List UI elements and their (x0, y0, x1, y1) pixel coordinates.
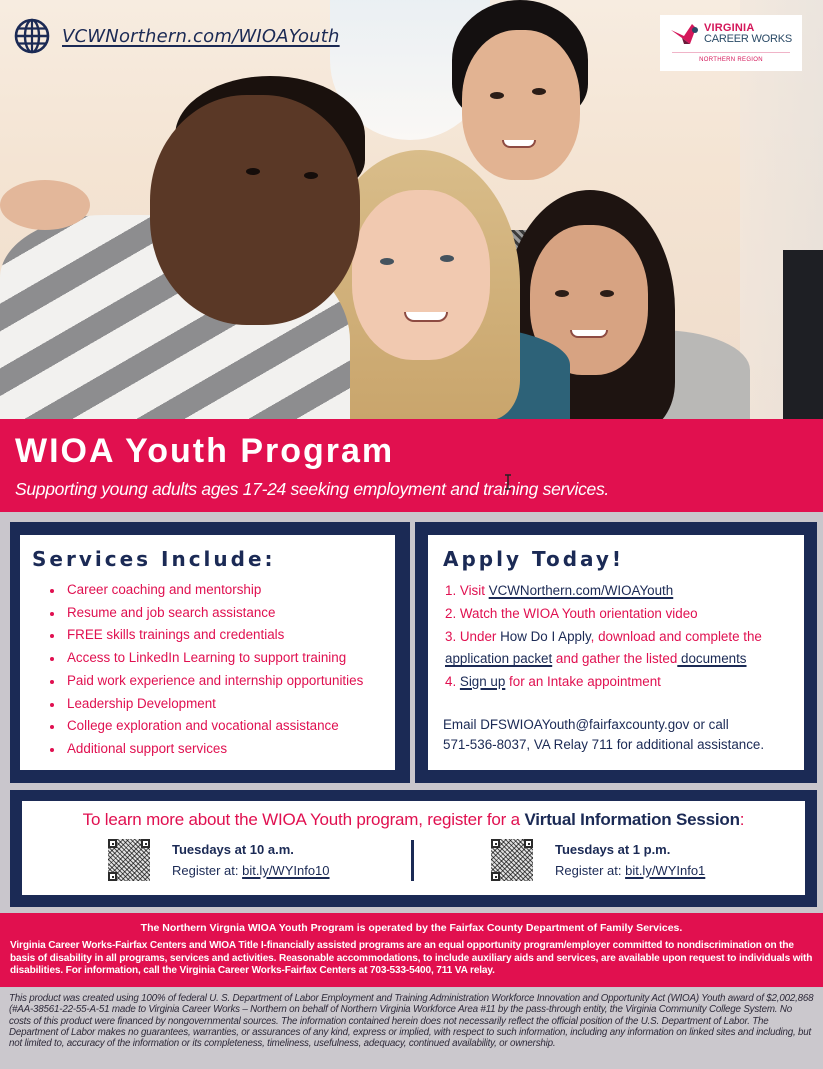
session-register (555, 860, 705, 881)
operator-statement: The Northern Virgnia WIOA Youth Program is operated by the Fairfax County Department of Family Services. (140, 922, 683, 934)
info-session-lead: To learn more about the WIOA Youth program, register for a (82, 810, 525, 829)
register-label: Register at: (555, 863, 626, 878)
virtual-info-session-text: Virtual Information Session (524, 810, 740, 829)
session-10am (108, 839, 330, 881)
apply-step-2: 2. Watch the WIOA Youth orientation video (445, 605, 698, 621)
info-session-heading (22, 810, 805, 830)
how-do-i-apply-text: How Do I Apply (500, 628, 591, 644)
eeo-footer (0, 913, 823, 987)
equal-opportunity-statement: Virginia Career Works-Fairfax Centers and WIOA Title I-financially assisted programs are an equal opportunity program/employer committed to nondiscrimination on the basis of disability in all programs, services and activities. Reasonable accommodations, to include auxiliary aids and services, are available upon request to individuals with disabilities. For information, call the Virginia Career Works-Fairfax Centers at 703-533-5400, 711 VA relay. (10, 940, 813, 977)
hand-on-shoulder (0, 180, 90, 230)
services-panel (20, 535, 395, 770)
step-3-mid: and gather the listed (552, 651, 678, 667)
step-1-prefix: 1. Visit (445, 583, 489, 598)
service-item: College exploration and vocational assistance (46, 715, 395, 738)
funding-disclaimer: This product was created using 100% of federal U. S. Department of Labor Employment and Training Administration Workforce Innovation and Opportunity Act (WIOA) Youth award of $2,002,868 (#AA-38561-22-55-A-51 made to Virginia Career Works – Northern on behalf of Northern Virginia Workforce Area #11 by the pass-through entity, the Virginia Community College System. No costs of this product were financed by nongovernmental sources. The information contained herein does not necessarily reflect the official position of the U.S. Department of Labor. The Department of Labor makes no guarantees, warranties, or assurances of any kind, express or implied, with respect to such information, including any information on linked sites and including, but not limited to, accuracy of the information or its completeness, timeliness, usefulness, adequacy, continued availability, or ownership. (0, 988, 823, 1069)
logo-career-works-text: CAREER WORKS (703, 33, 793, 45)
logo-virginia-text: VIRGINIA (703, 22, 755, 34)
step-3-rest: , download and complete the (590, 628, 762, 644)
application-packet-link[interactable]: application packet (445, 651, 553, 667)
step-3-prefix: 3. Under (445, 628, 501, 644)
session-1pm (491, 839, 705, 881)
apply-step-4 (445, 671, 804, 694)
service-item: Access to LinkedIn Learning to support training (46, 647, 395, 670)
apply-step-3 (445, 626, 804, 649)
website-link[interactable]: VCWNorthern.com/WIOAYouth (62, 25, 340, 47)
register-link-10am[interactable]: bit.ly/WYInfo10 (242, 863, 330, 878)
logo-region-text: NORTHERN REGION (699, 57, 763, 63)
step-4-rest: for an Intake appointment (505, 674, 661, 690)
session-time: Tuesdays at 1 p.m. (555, 842, 671, 857)
apply-website-link[interactable]: VCWNorthern.com/WIOAYouth (488, 583, 674, 598)
session-list (22, 830, 805, 890)
service-item: Resume and job search assistance (46, 602, 395, 625)
sign-up-link[interactable]: Sign up (459, 674, 506, 690)
service-item: Paid work experience and internship opportunities (46, 670, 395, 693)
text-cursor-icon (504, 474, 512, 490)
session-register (172, 860, 330, 881)
service-item: FREE skills trainings and credentials (46, 624, 395, 647)
step-4-prefix: 4. (445, 674, 460, 690)
service-item: Career coaching and mentorship (46, 579, 395, 602)
virginia-career-works-logo (660, 15, 802, 71)
documents-link[interactable]: documents (677, 651, 747, 667)
register-link-1pm[interactable]: bit.ly/WYInfo1 (625, 863, 706, 878)
contact-phone-line: 571-536-8037, VA Relay 711 for additional assistance. (443, 736, 765, 752)
service-item: Additional support services (46, 738, 395, 761)
session-divider (411, 840, 414, 881)
title-banner (0, 419, 823, 512)
session-time: Tuesdays at 10 a.m. (172, 842, 294, 857)
apply-step-3-continued (445, 648, 804, 671)
contact-email-line: Email DFSWIOAYouth@fairfaxcounty.gov or call (443, 716, 729, 732)
apply-step-1 (445, 580, 804, 603)
website-url-row (14, 18, 340, 54)
info-session-panel (22, 801, 805, 895)
bird-logo-icon (670, 22, 700, 46)
background-monitor (783, 250, 823, 419)
service-item: Leadership Development (46, 693, 395, 716)
page-subtitle: Supporting young adults ages 17-24 seeking employment and training services. (15, 479, 609, 499)
contact-info (443, 715, 804, 755)
qr-code-icon[interactable] (491, 839, 533, 881)
globe-icon (14, 18, 50, 54)
logo-divider (672, 52, 790, 53)
apply-steps (443, 580, 804, 694)
apply-heading: Apply Today! (443, 547, 625, 571)
qr-code-icon[interactable] (108, 839, 150, 881)
services-heading: Services Include: (32, 547, 276, 571)
register-label: Register at: (172, 863, 243, 878)
info-session-colon: : (739, 810, 745, 829)
apply-panel (428, 535, 804, 770)
page-title: WIOA Youth Program (15, 432, 395, 470)
services-list (32, 579, 395, 761)
